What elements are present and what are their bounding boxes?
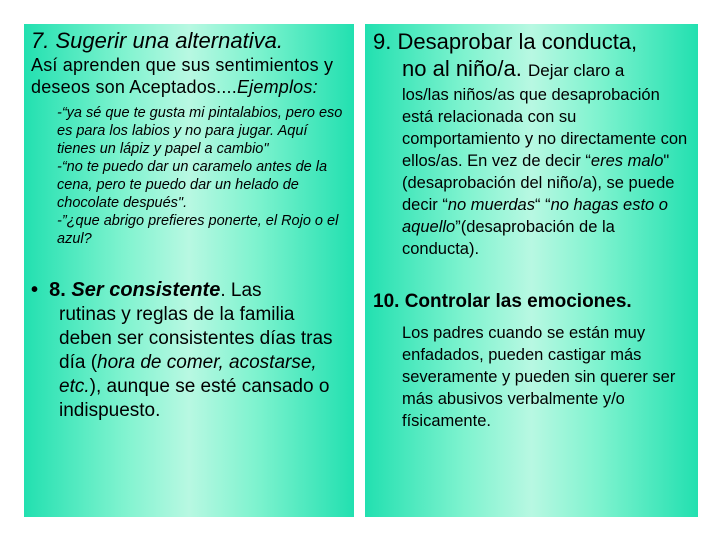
- example-2: -“no te puedo dar un caramelo antes de la cena, pero te puedo dar un helado de chocolate después".: [57, 159, 328, 211]
- section-8-body: rutinas y reglas de la familia deben ser consistentes días tras día (hora de comer, acostarse, etc.), aunque se esté cansado o indispuesto.: [59, 304, 333, 421]
- section-10-body: Los padres cuando se están muy enfadados, pueden castigar más severamente y pueden sin querer ser más abusivos verbalmente y/o físicamente.: [402, 324, 676, 430]
- section-7-heading: 7. Sugerir una alternativa.: [31, 28, 283, 53]
- right-panel: [365, 24, 698, 517]
- example-1: -“ya sé que te gusta mi pintalabios, pero eso es para los labios y no para jugar. Aquí tienes un lápiz y papel a cambio": [57, 105, 343, 157]
- section-7-intro: Así aprenden que sus sentimientos y deseos son Aceptados....Ejemplos:: [31, 55, 334, 97]
- example-3: -”¿que abrigo prefieres ponerte, el Rojo o el azul?: [57, 213, 339, 247]
- examples-list: [57, 104, 348, 248]
- left-panel: [24, 24, 354, 517]
- section-8: • 8. Ser consistente. Las rutinas y reglas de la familia deben ser consistentes días tras día (hora de comer, acostarse, etc.), aunque se esté cansado o indispuesto.: [31, 278, 348, 423]
- examples-label: Ejemplos:: [236, 77, 318, 97]
- section-9-heading: 9. Desaprobar la conducta, no al niño/a. Dejar claro a: [373, 29, 638, 81]
- section-8-heading: • 8. Ser consistente: [31, 279, 221, 301]
- section-10-heading: 10. Controlar las emociones.: [373, 291, 632, 312]
- section-9-body: los/las niños/as que desaprobación está relacionada con su comportamiento y no directamente con ellos/as. En vez de decir “eres malo" (desaprobación del niño/a), se puede decir “no muerdas“ “no hagas esto o aquello”(desaprobación de la conducta).: [402, 86, 688, 258]
